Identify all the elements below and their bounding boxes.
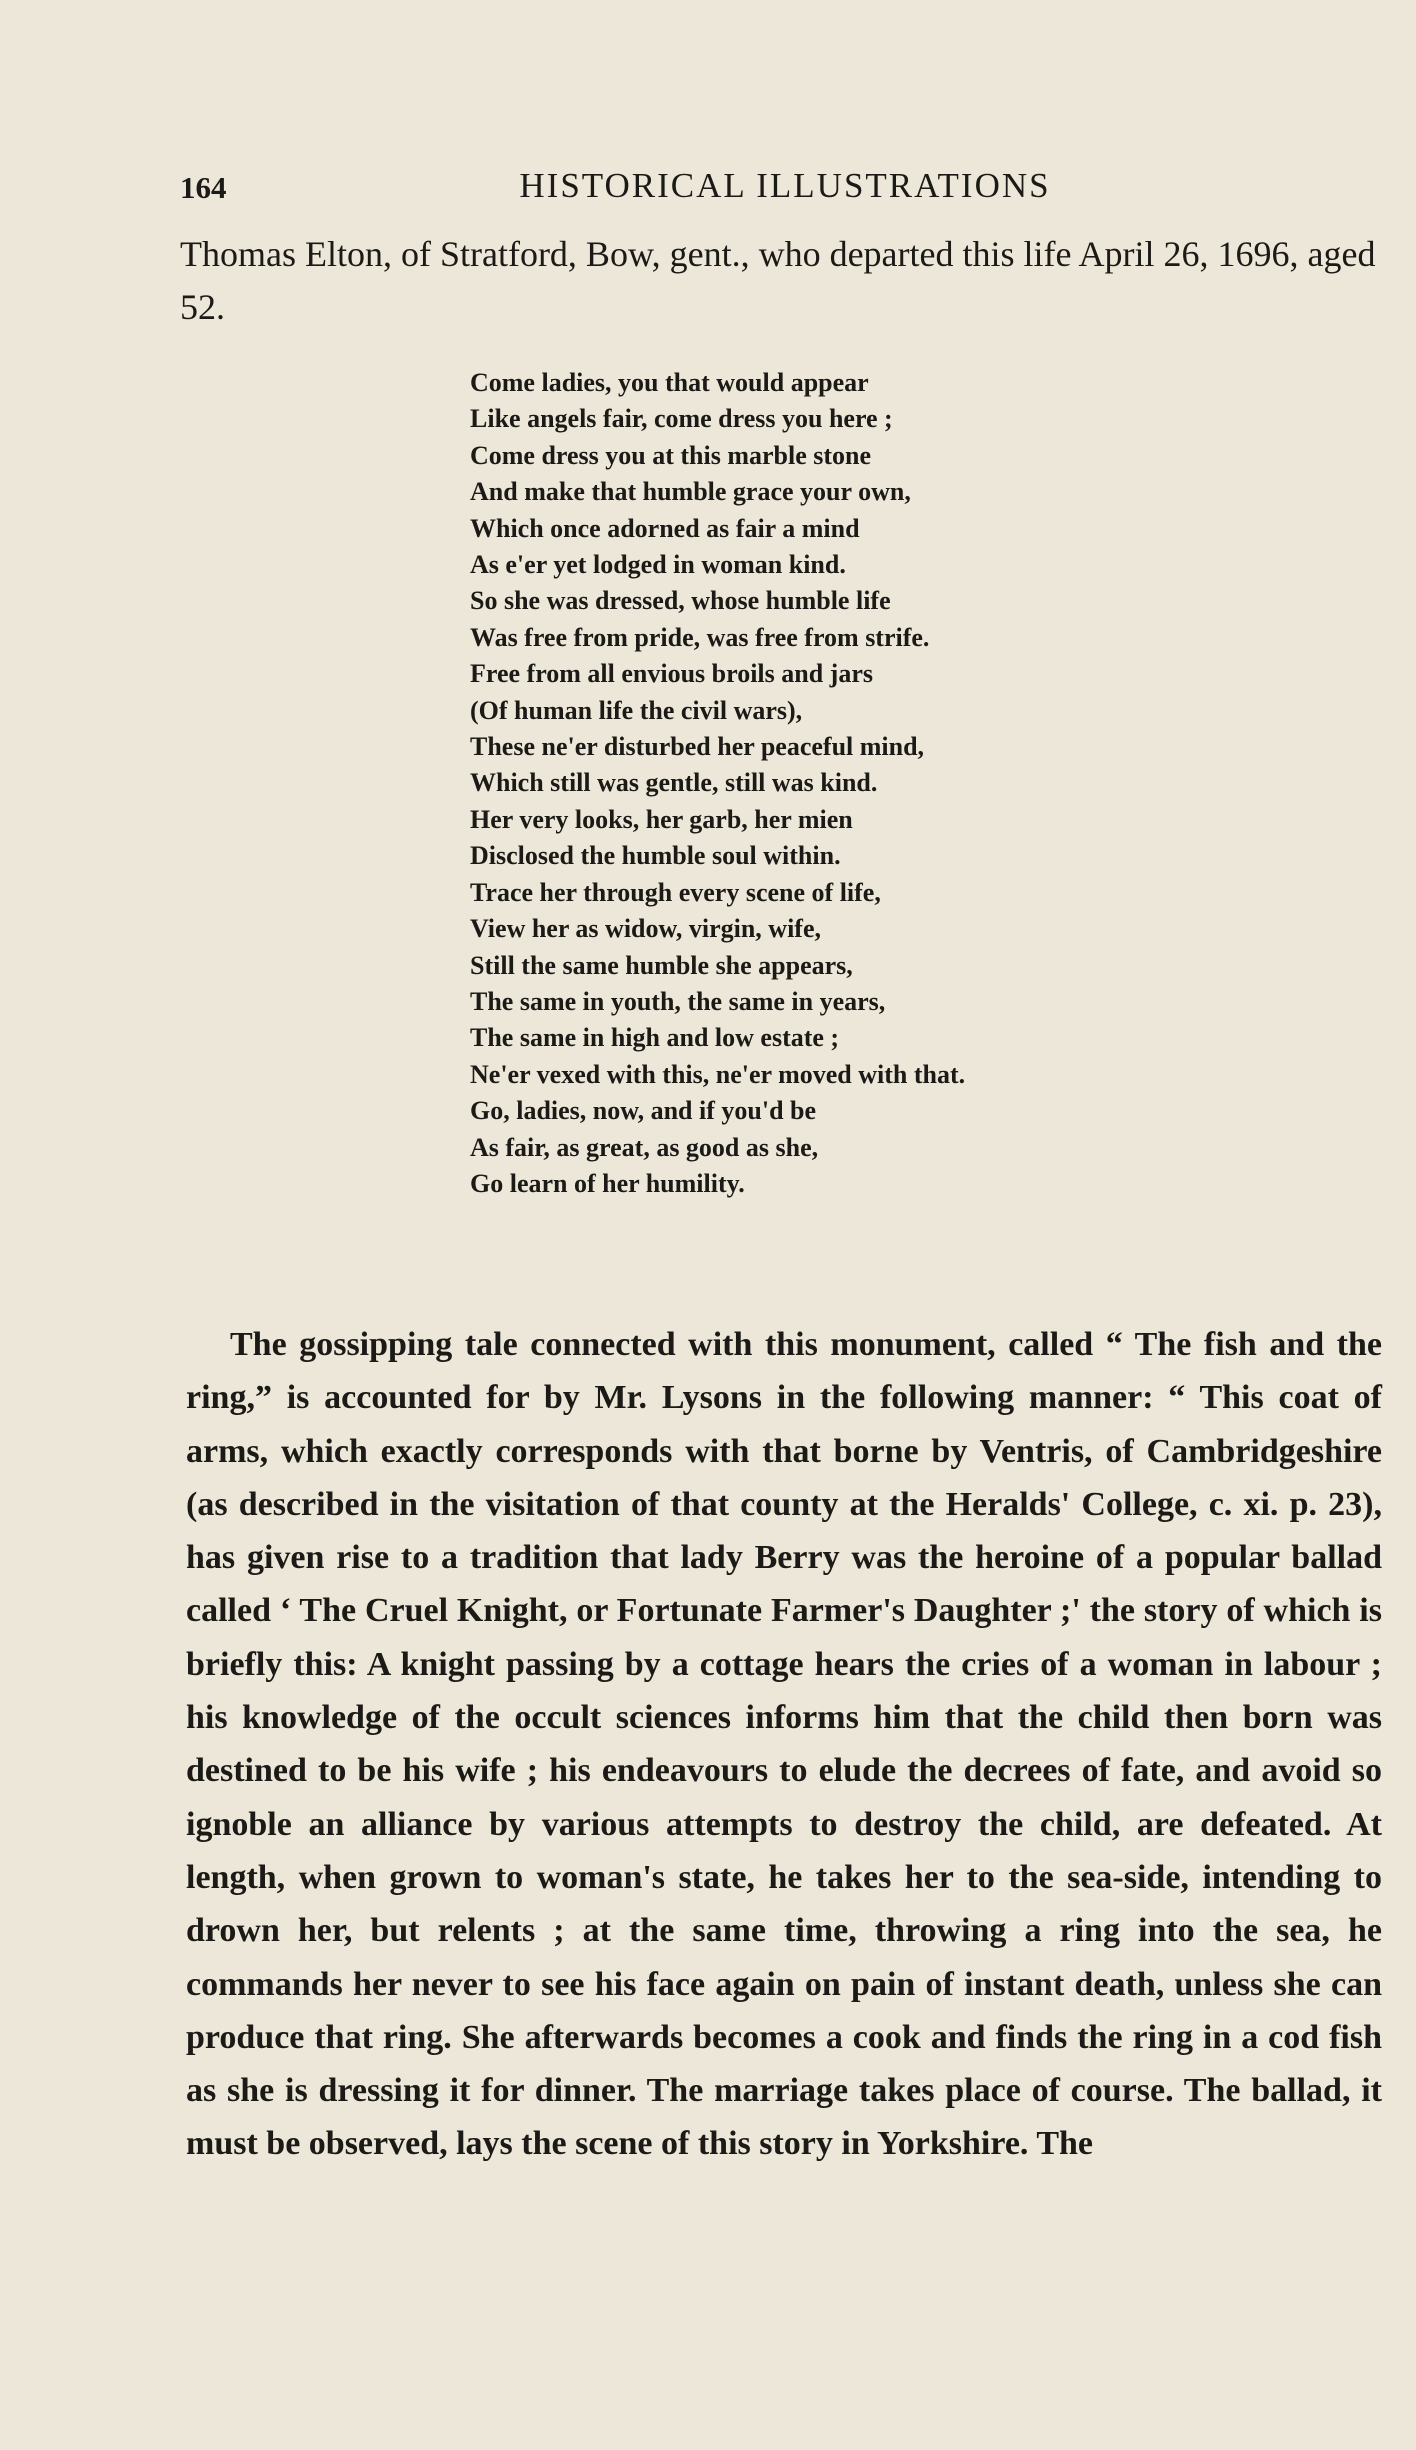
poem-line: So she was dressed, whose humble life [470, 586, 891, 616]
poem-line: Her very looks, her garb, her mien [470, 804, 853, 834]
poem-line: View her as widow, virgin, wife, [470, 914, 821, 944]
poem-line: Still the same humble she appears, [470, 950, 853, 980]
poem-line: (Of human life the civil wars), [470, 695, 803, 725]
poem-line: As fair, as great, as good as she, [470, 1132, 819, 1162]
poem-line: Ne'er vexed with this, ne'er moved with that. [470, 1059, 966, 1089]
poem-line: Go learn of her humility. [470, 1168, 745, 1198]
poem-line: Come dress you at this marble stone [470, 440, 872, 470]
poem-line: The same in youth, the same in years, [470, 986, 886, 1016]
poem-line: Which once adorned as fair a mind [470, 513, 860, 543]
poem-line: Which still was gentle, still was kind. [470, 768, 878, 798]
poem-line: Disclosed the humble soul within. [470, 841, 841, 871]
poem-line: Free from all envious broils and jars [470, 659, 873, 689]
poem-line: As e'er yet lodged in woman kind. [470, 550, 846, 580]
poem-line: Like angels fair, come dress you here ; [470, 404, 893, 434]
poem-line: Go, ladies, now, and if you'd be [470, 1096, 817, 1126]
body-paragraph: The gossipping tale connected with this monument, called “ The fish and the ring,” is accounted for by Mr. Lysons in the following manner: “ This coat of arms, which exactly corresponds with that borne by Ventris, of Cambridgeshire (as described in the visitation of that county at the Heralds' College, c. xi. p. 23), has given rise to a tradition that lady Berry was the heroine of a popular ballad called ‘ The Cruel Knight, or Fortunate Farmer's Daughter ;' the story of which is briefly this: A knight passing by a cottage hears the cries of a woman in labour ; his knowledge of the occult sciences informs him that the child then born was destined to be his wife ; his endeavours to elude the decrees of fate, and avoid so ignoble an alliance by various attempts to destroy the child, are defeated. At length, when grown to woman's state, he takes her to the sea-side, intending to drown her, but relents ; at the same time, throwing a ring into the sea, he commands her never to see his face again on pain of instant death, unless she can produce that ring. She afterwards becomes a cook and finds the ring in a cod fish as she is dressing it for dinner. The marriage takes place of course. The ballad, it must be observed, lays the scene of this story in Yorkshire. The [186, 1326, 1382, 2163]
poem-line: And make that humble grace your own, [470, 477, 911, 507]
poem-line: The same in high and low estate ; [470, 1023, 840, 1053]
poem-line: Come ladies, you that would appear [470, 368, 869, 397]
epitaph-poem [470, 365, 1230, 1202]
running-head [180, 166, 1390, 206]
intro-paragraph: Thomas Elton, of Stratford, Bow, gent., who departed this life April 26, 1696, aged 52. [180, 234, 1376, 327]
poem-line: Was free from pride, was free from strife. [470, 622, 930, 652]
page-number: 164 [180, 170, 227, 205]
poem-line: Trace her through every scene of life, [470, 877, 881, 907]
running-title: HISTORICAL ILLUSTRATIONS [519, 166, 1051, 205]
poem-line: These ne'er disturbed her peaceful mind, [470, 732, 925, 762]
